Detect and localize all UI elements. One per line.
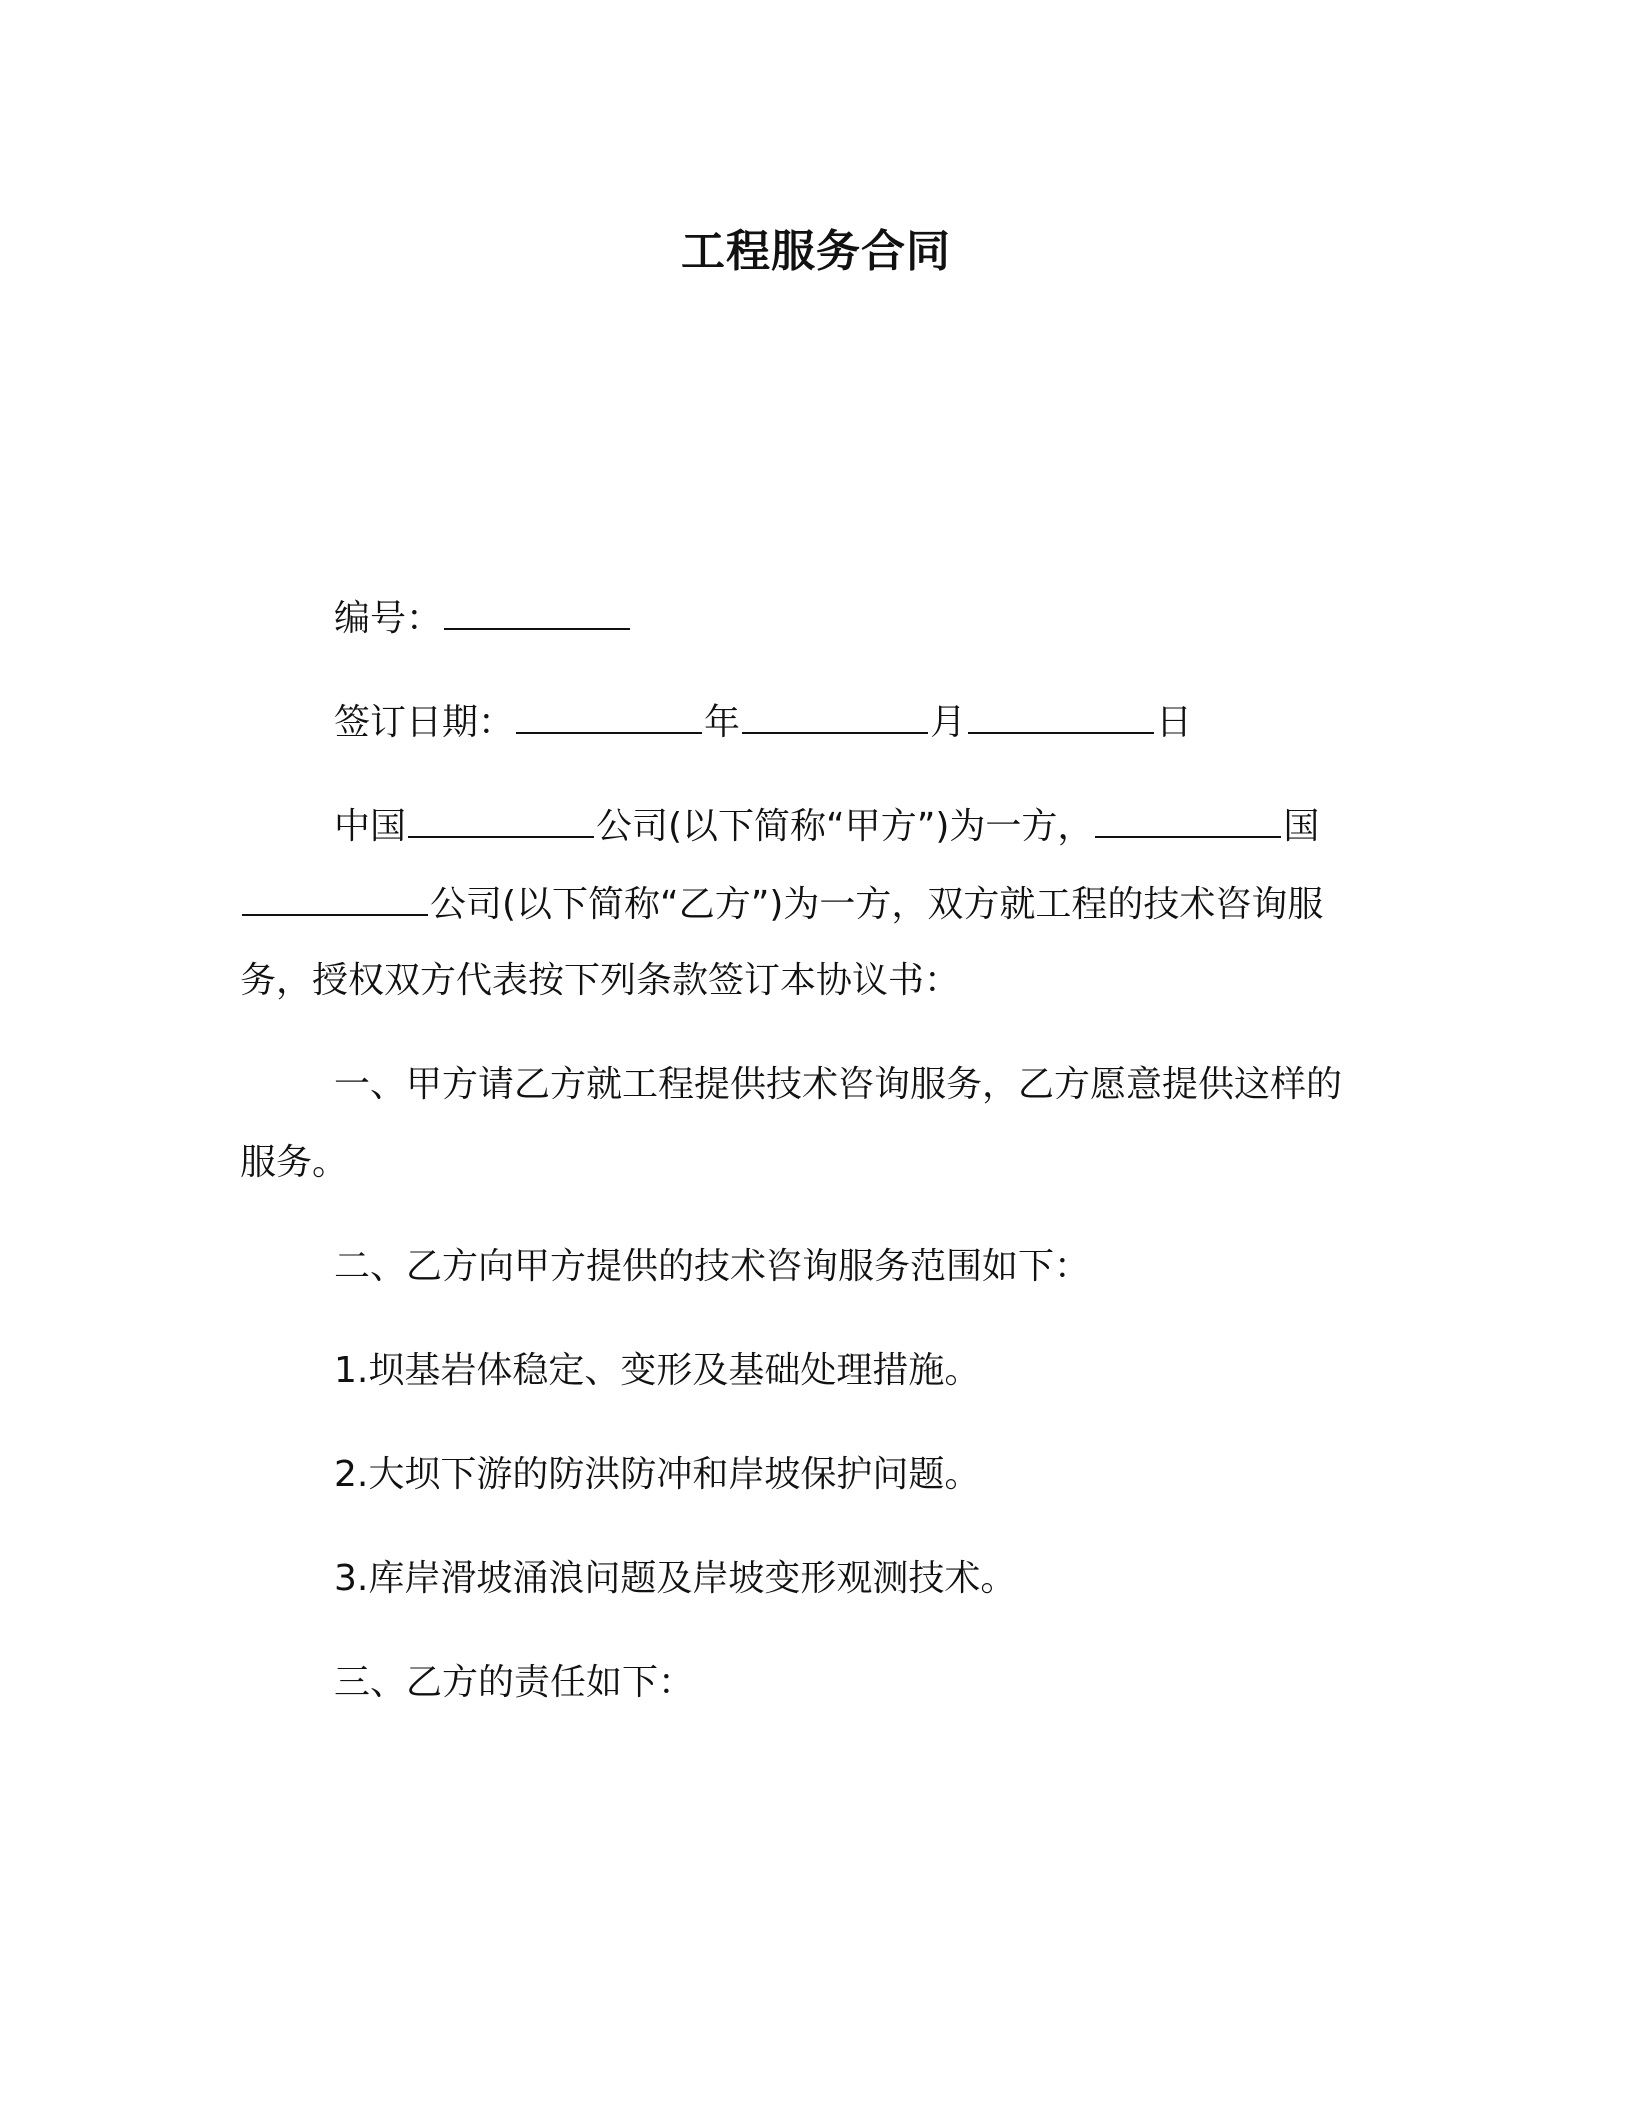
party-b-name-blank	[242, 878, 428, 916]
year-label: 年	[704, 702, 741, 743]
intro-line-2	[240, 878, 1323, 930]
clause-3: 三、乙方的责任如下：	[334, 1662, 695, 1703]
contract-number-label: 编号：	[334, 598, 443, 639]
month-label: 月	[930, 702, 967, 743]
intro-text-china: 中国	[334, 806, 407, 847]
clause-1-line-1: 一、甲方请乙方就工程提供技术咨询服务，乙方愿意提供这样的	[334, 1064, 1343, 1105]
intro-line-3: 务，授权双方代表按下列条款签订本协议书：	[240, 960, 961, 1001]
party-a-name-blank	[408, 800, 594, 838]
intro-text-country: 国	[1283, 806, 1320, 847]
intro-line-1	[334, 800, 1319, 852]
intro-text-party-b: 公司(以下简称“乙方”)为一方，双方就工程的技术咨询服	[430, 884, 1324, 925]
signing-date-line	[334, 696, 1192, 748]
contract-number-blank	[444, 592, 630, 630]
party-b-country-blank	[1095, 800, 1281, 838]
clause-2: 二、乙方向甲方提供的技术咨询服务范围如下：	[334, 1246, 1091, 1287]
intro-text-party-a: 公司(以下简称“甲方”)为一方，	[596, 806, 1094, 847]
document-title: 工程服务合同	[681, 226, 951, 277]
day-label: 日	[1156, 702, 1193, 743]
contract-number-line	[334, 592, 632, 644]
year-blank	[516, 696, 702, 734]
month-blank	[742, 696, 928, 734]
signing-date-label: 签订日期：	[334, 702, 515, 743]
list-item-1: 1.坝基岩体稳定、变形及基础处理措施。	[334, 1350, 981, 1391]
list-item-3: 3.库岸滑坡涌浪问题及岸坡变形观测技术。	[334, 1558, 1017, 1599]
day-blank	[968, 696, 1154, 734]
list-item-2: 2.大坝下游的防洪防冲和岸坡保护问题。	[334, 1454, 981, 1495]
clause-1-line-2: 服务。	[240, 1142, 349, 1183]
